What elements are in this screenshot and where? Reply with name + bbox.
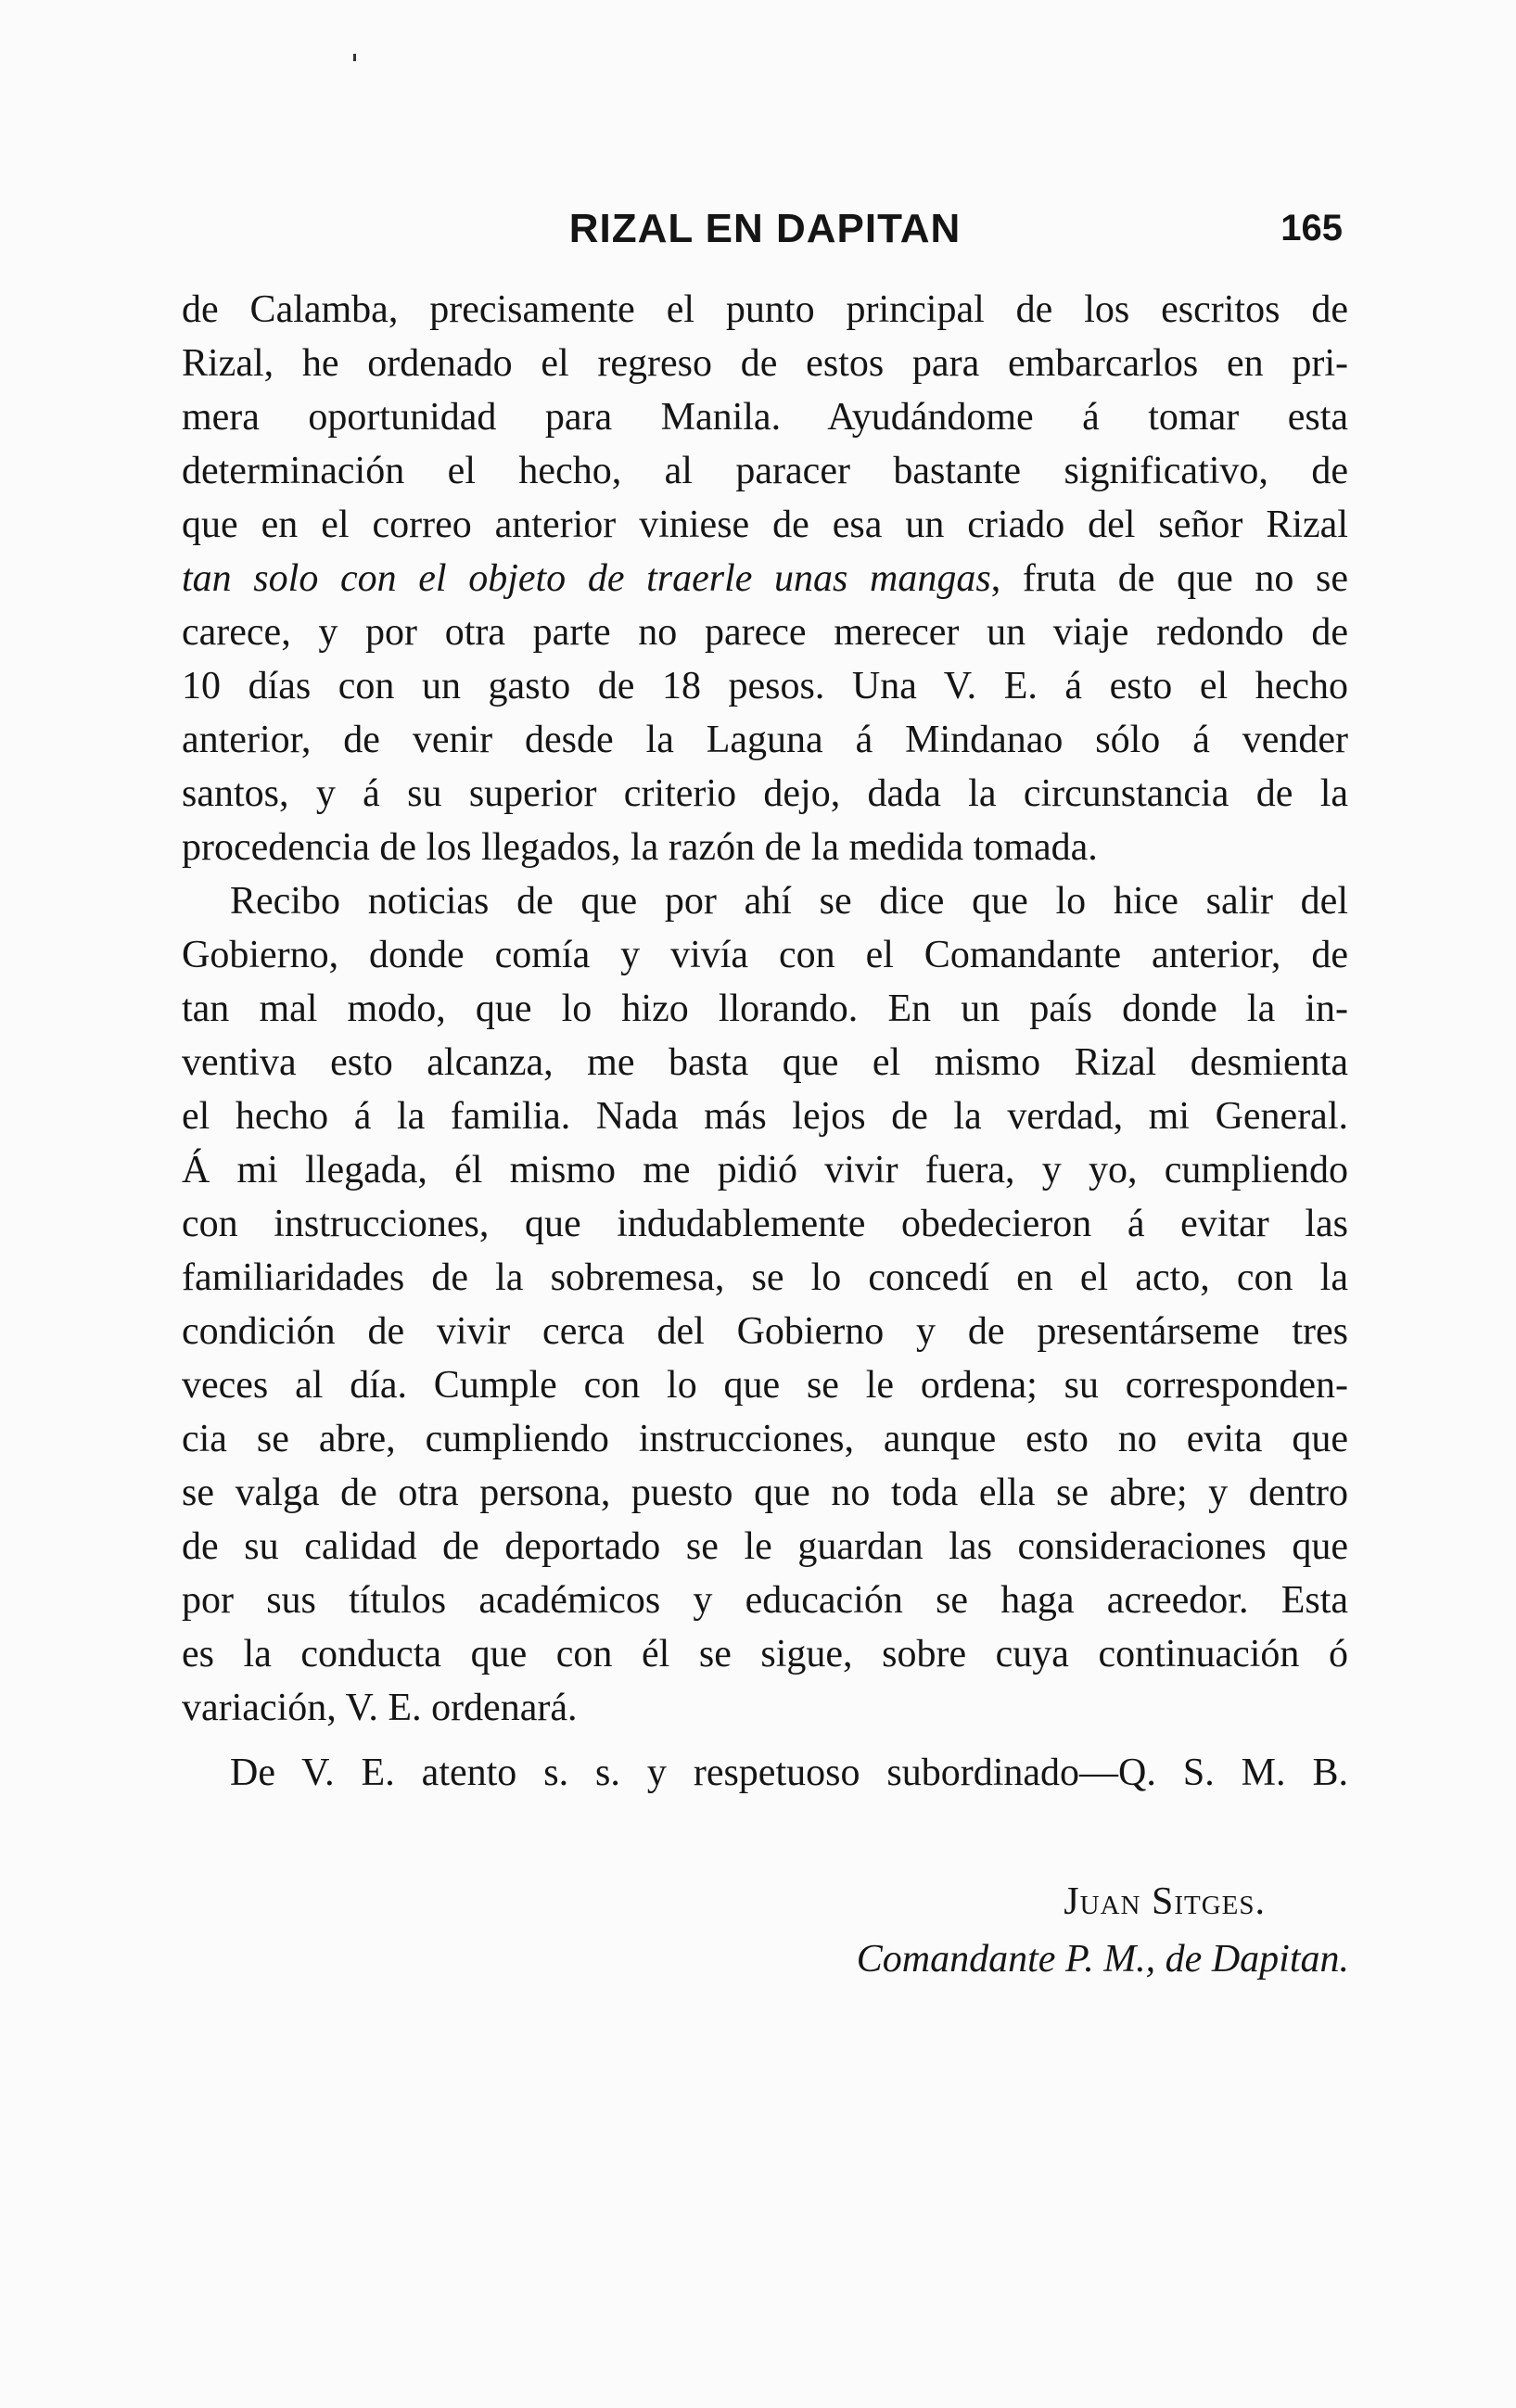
text-line: cia se abre, cumpliendo instrucciones, aunque esto no evita que [182, 1418, 1348, 1460]
text-line: con instrucciones, que indudablemente obedecieron á evitar las [182, 1203, 1348, 1245]
text-line: veces al día. Cumple con lo que se le ordena; su corresponden- [182, 1364, 1348, 1407]
text-line: que en el correo anterior viniese de esa un criado del señor Rizal [182, 503, 1348, 546]
signature-title: Comandante P. M., de Dapitan. [856, 1938, 1349, 1981]
text-line: de Calamba, precisamente el punto principal de los escritos de [182, 288, 1348, 331]
signature-name: Juan Sitges. [1064, 1880, 1266, 1923]
text-line: se valga de otra persona, puesto que no toda ella se abre; y dentro [182, 1472, 1348, 1514]
text-line: familiaridades de la sobremesa, se lo concedí en el acto, con la [182, 1256, 1348, 1299]
page-header [182, 206, 1348, 261]
text-line: variación, V. E. ordenará. [182, 1687, 578, 1729]
print-speck [353, 54, 356, 61]
text-line: ventiva esto alcanza, me basta que el mismo Rizal desmienta [182, 1041, 1348, 1084]
text-line: tan mal modo, que lo hizo llorando. En un país donde la in- [182, 987, 1348, 1030]
text-line: santos, y á su superior criterio dejo, dada la circunstancia de la [182, 772, 1348, 815]
closing-line: De V. E. atento s. s. y respetuoso subordinado—Q. S. M. B. [230, 1752, 1348, 1794]
text-line: Gobierno, donde comía y vivía con el Comandante anterior, de [182, 934, 1348, 976]
text-line: por sus títulos académicos y educación se haga acreedor. Esta [182, 1579, 1348, 1622]
text-line: el hecho á la familia. Nada más lejos de la verdad, mi General. [182, 1095, 1348, 1138]
text-fragment: , fruta de que no se [990, 557, 1348, 600]
page-number: 165 [1280, 208, 1343, 248]
text-line: mera oportunidad para Manila. Ayudándome á tomar esta [182, 396, 1348, 439]
text-line: condición de vivir cerca del Gobierno y de presentárseme tres [182, 1310, 1348, 1353]
text-line: Recibo noticias de que por ahí se dice que lo hice salir del [230, 880, 1348, 923]
text-line: carece, y por otra parte no parece merecer un viaje redondo de [182, 611, 1348, 654]
italic-phrase: tan solo con el objeto de traerle unas mangas [182, 557, 991, 600]
text-line: Á mi llegada, él mismo me pidió vivir fuera, y yo, cumpliendo [182, 1149, 1348, 1191]
text-line: 10 días con un gasto de 18 pesos. Una V. E. á esto el hecho [182, 665, 1348, 707]
running-head: RIZAL EN DAPITAN [568, 206, 962, 251]
body-text [182, 283, 1348, 1800]
text-line: de su calidad de deportado se le guardan las consideraciones que [182, 1525, 1348, 1568]
text-line: Rizal, he ordenado el regreso de estos para embarcarlos en pri- [182, 342, 1348, 385]
text-line: anterior, de venir desde la Laguna á Mindanao sólo á vender [182, 719, 1348, 761]
text-line: procedencia de los llegados, la razón de la medida tomada. [182, 826, 1098, 869]
signature-block [857, 1873, 1349, 1988]
text-line: es la conducta que con él se sigue, sobre cuya continuación ó [182, 1633, 1348, 1675]
text-line: determinación el hecho, al paracer bastante significativo, de [182, 450, 1348, 492]
text-line-mixed [182, 552, 1348, 605]
